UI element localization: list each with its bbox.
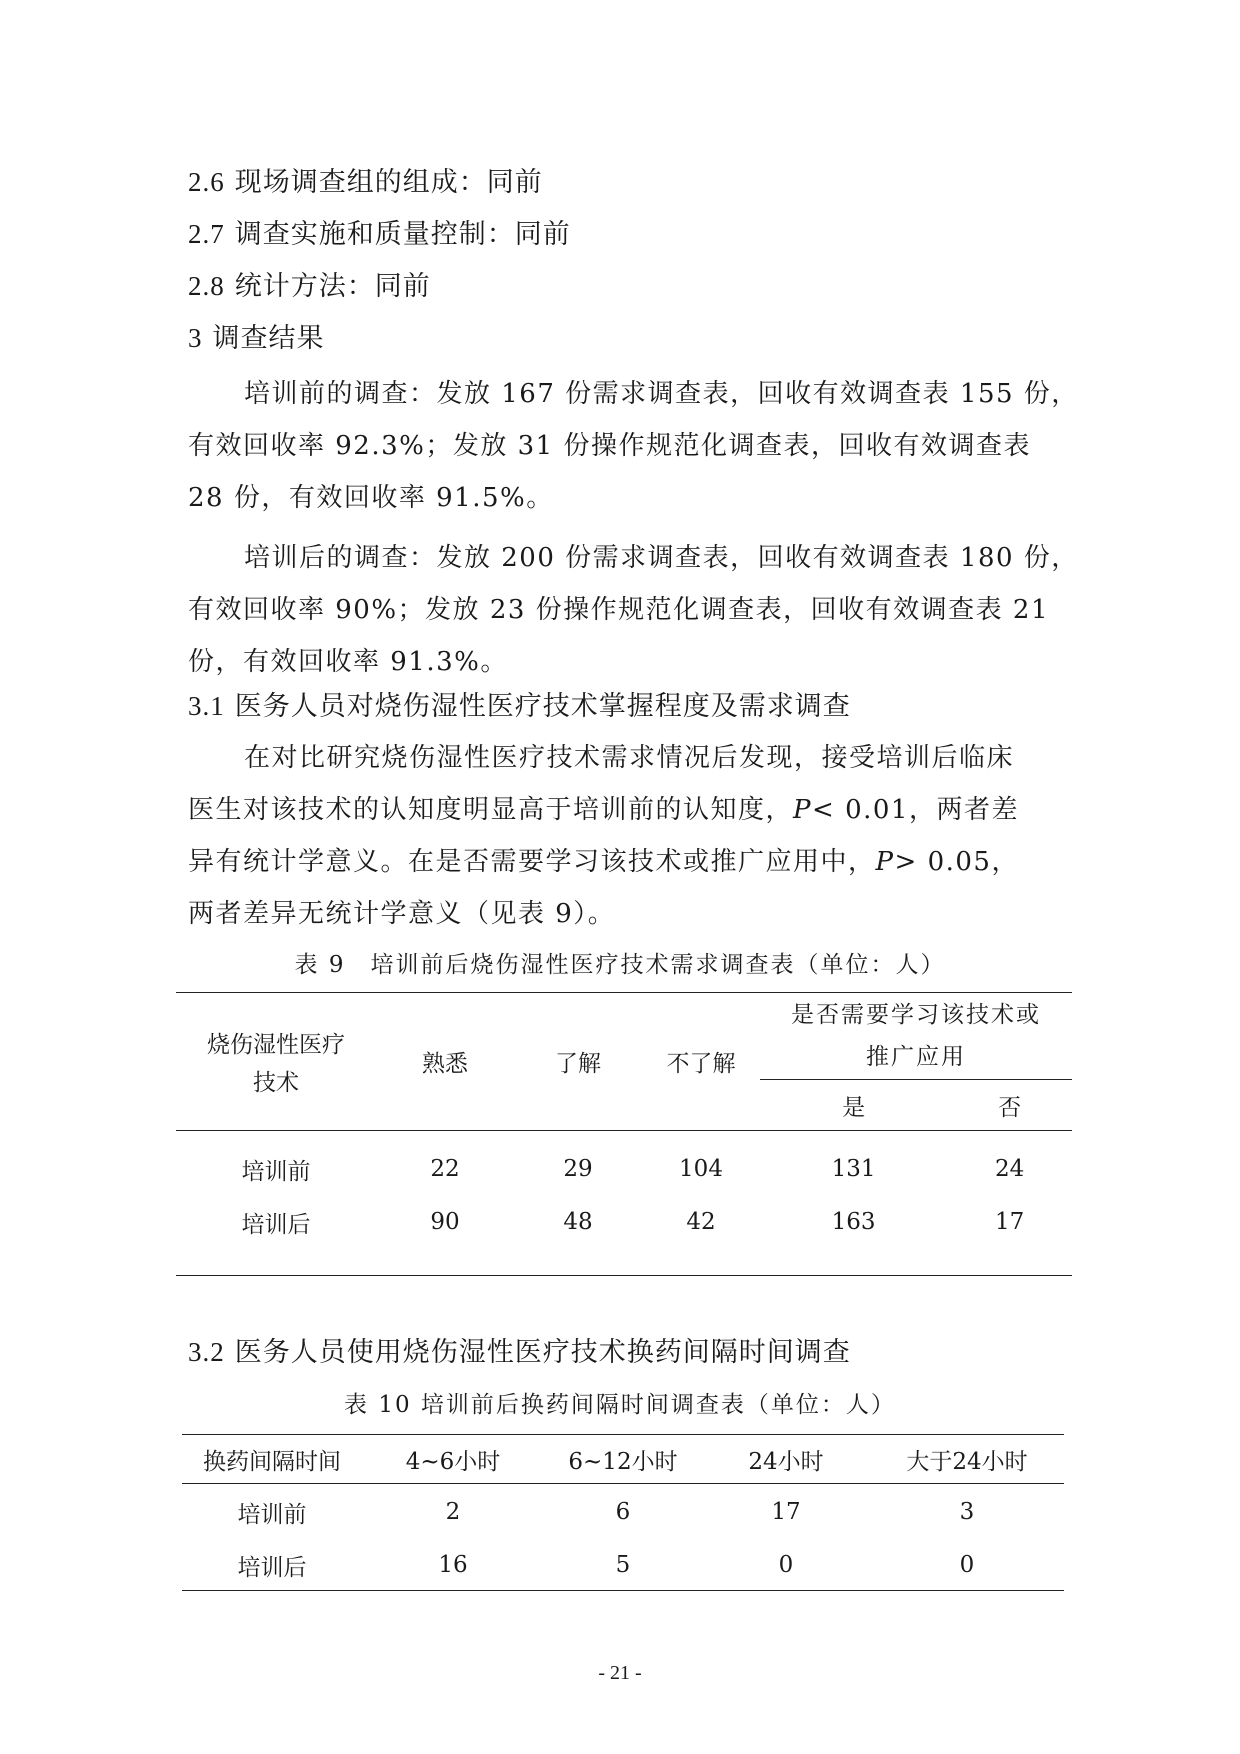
text-run: 异有统计学意义。在是否需要学习该技术或推广应用中， [188,847,876,877]
paragraph-line [188,836,1058,888]
table-cell: 6 [615,1499,631,1525]
header-cell: 是 [842,1094,866,1121]
header-cell: 否 [998,1094,1022,1121]
section-number: 2.8 [188,271,225,301]
header-cell: 4~6小时 [405,1448,501,1475]
header-cell: 24小时 [748,1448,824,1475]
row-label: 培训前 [241,1158,311,1185]
header-cell: 熟悉 [422,1051,468,1077]
table-cell: 90 [430,1209,460,1235]
header-text: 烧伤湿性医疗 [207,1031,345,1058]
text-run: > 0.05， [894,847,1019,877]
section-heading-2-8 [188,268,431,305]
p-value-symbol: P [793,795,813,825]
section-number: 3 [188,323,203,353]
paragraph-post-training [188,532,1079,688]
paragraph-line: 28 份，有效回收率 91.5%。 [188,483,554,513]
table-cell: 163 [831,1209,876,1235]
paragraph-line: 份，有效回收率 91.3%。 [188,647,508,677]
paragraph-pre-training [188,368,1079,524]
table-cell: 17 [771,1499,801,1525]
p-value-symbol: P [875,847,895,877]
row-label: 培训后 [237,1554,307,1581]
paragraph-line: 培训前的调查：发放 167 份需求调查表，回收有效调查表 155 份， [244,379,1079,409]
table-cell: 0 [959,1552,975,1578]
section-title: 调查实施和质量控制：同前 [234,219,571,250]
table-cell: 16 [438,1552,468,1578]
header-text: 推广应用 [866,1044,966,1070]
text-run: 医生对该技术的认知度明显高于培训前的认知度， [188,795,794,825]
table-bottom-rule [176,1245,1072,1276]
section-title: 调查结果 [212,323,325,354]
text-run: < 0.01，两者差 [812,795,1019,825]
header-text: 技术 [253,1069,299,1096]
section-heading-3 [188,320,325,357]
row-label: 培训前 [237,1501,307,1528]
header-cell: 换药间隔时间 [203,1448,341,1475]
table-cell: 48 [563,1209,593,1235]
header-cell: 6~12小时 [568,1448,678,1475]
table-9 [176,992,1072,1276]
table-header-row [176,993,1072,1080]
section-title: 现场调查组的组成：同前 [234,167,543,198]
header-cell: 不了解 [666,1051,736,1077]
table-cell: 5 [615,1552,631,1578]
table-cell: 104 [679,1156,723,1182]
paragraph-line: 有效回收率 92.3%；发放 31 份操作规范化调查表，回收有效调查表 [188,431,1031,461]
table-row [182,1540,1064,1591]
paragraph-line: 在对比研究烧伤湿性医疗技术需求情况后发现，接受培训后临床 [244,743,1015,773]
header-cell [176,993,376,1131]
table-row [176,1199,1072,1245]
table-row [182,1484,1064,1541]
header-cell: 了解 [555,1051,601,1077]
paragraph-line: 培训后的调查：发放 200 份需求调查表，回收有效调查表 180 份， [244,543,1079,573]
section-number: 3.2 [188,1337,225,1367]
table-cell: 0 [778,1552,794,1578]
table-header-row [182,1435,1064,1484]
section-title: 医务人员对烧伤湿性医疗技术掌握程度及需求调查 [234,691,851,722]
table-row [176,1131,1072,1200]
paragraph-line: 有效回收率 90%；发放 23 份操作规范化调查表，回收有效调查表 21 [188,595,1050,625]
header-cell-need [760,993,1072,1080]
row-label: 培训后 [241,1211,311,1238]
paragraph-analysis [188,732,1058,940]
table-cell: 42 [686,1209,716,1235]
table-10-caption: 表 10 培训前后换药间隔时间调查表（单位：人） [344,1392,896,1418]
section-number: 2.6 [188,167,225,197]
section-title: 医务人员使用烧伤湿性医疗技术换药间隔时间调查 [234,1337,851,1368]
section-heading-3-1 [188,688,851,725]
table-9-caption: 表 9 培训前后烧伤湿性医疗技术需求调查表（单位：人） [294,952,946,978]
section-heading-2-6 [188,164,543,201]
header-text: 是否需要学习该技术或 [791,1002,1041,1028]
section-title: 统计方法：同前 [234,271,431,302]
table-cell: 3 [959,1499,975,1525]
section-number: 3.1 [188,691,225,721]
section-heading-2-7 [188,216,571,253]
table-cell: 17 [994,1209,1025,1235]
paragraph-line: 两者差异无统计学意义（见表 9）。 [188,899,616,929]
header-cell: 大于24小时 [906,1448,1028,1475]
page-number: - 21 - [598,1662,642,1684]
table-cell: 131 [831,1156,876,1182]
table-10 [182,1434,1064,1591]
table-cell: 29 [563,1156,593,1182]
table-cell: 2 [445,1499,461,1525]
table-spacer [176,1245,1072,1276]
section-heading-3-2 [188,1334,851,1371]
paragraph-line [188,784,1058,836]
table-cell: 24 [994,1156,1025,1182]
section-number: 2.7 [188,219,225,249]
table-cell: 22 [430,1156,460,1182]
